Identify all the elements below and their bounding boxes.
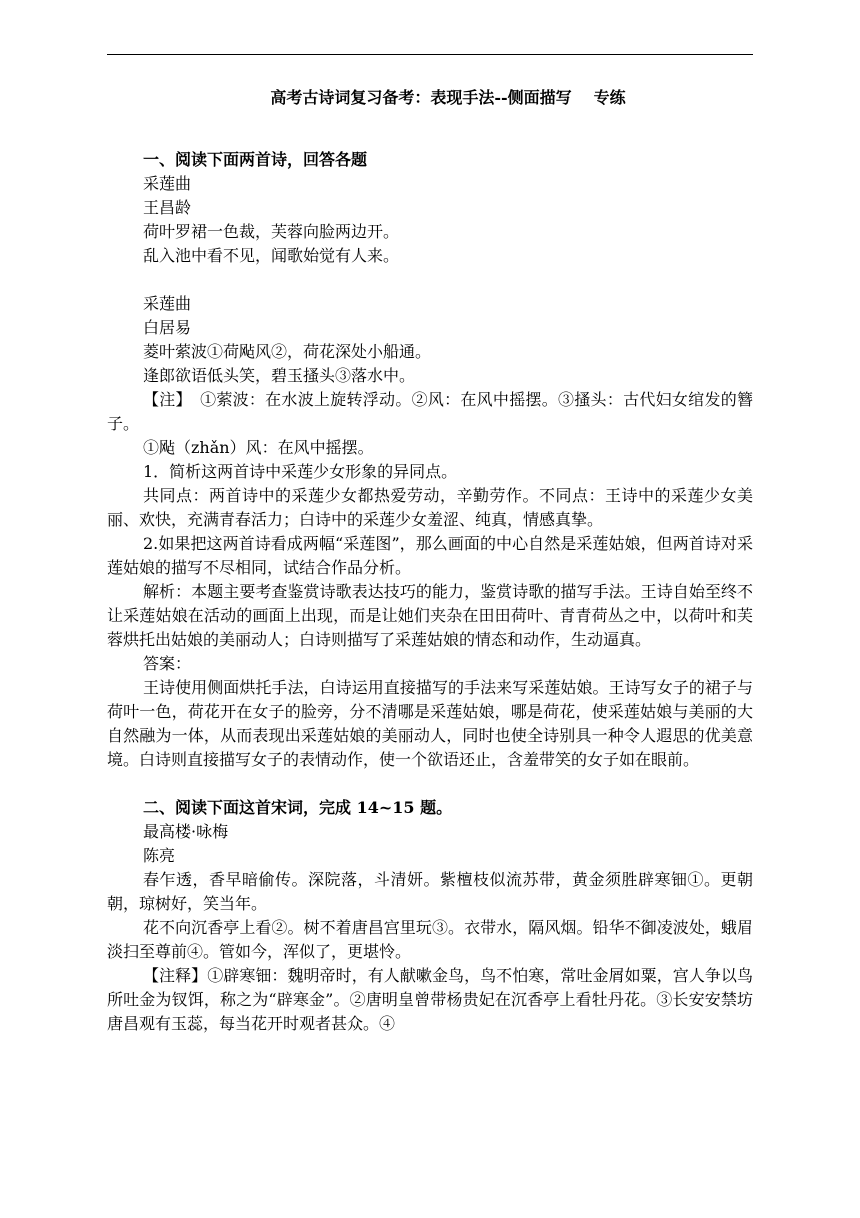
poem1-author: 王昌龄 — [143, 198, 192, 217]
ci-author: 陈亮 — [143, 846, 176, 865]
ci-title: 最高楼·咏梅 — [143, 822, 229, 841]
page-title-suffix: 专练 — [593, 88, 626, 107]
poem1-line1: 荷叶罗裙一色裁，芙蓉向脸两边开。 — [143, 222, 400, 241]
ci-stanza2: 花不向沉香亭上看②。树不着唐昌宫里玩③。衣带水，隔风烟。铅华不御凌波处，蛾眉淡扫至尊前④。管如今，浑似了，更堪怜。 — [107, 918, 753, 961]
poem2-line2: 逢郎欲语低头笑，碧玉搔头③落水中。 — [143, 366, 416, 385]
question-1: 1．简析这两首诗中采莲少女形象的异同点。 — [143, 462, 458, 481]
answer-1: 共同点：两首诗中的采莲少女都热爱劳动，辛勤劳作。不同点：王诗中的采莲少女美丽、欢快，充满青春活力；白诗中的采莲少女羞涩、纯真，情感真挚。 — [107, 486, 753, 529]
question-2: 2.如果把这两首诗看成两幅“采莲图”，那么画面的中心自然是采莲姑娘，但两首诗对采莲姑娘的描写不尽相同，试结合作品分析。 — [107, 534, 753, 577]
poem2-note: 【注】 ①萦波：在水波上旋转浮动。②风：在风中摇摆。③搔头：古代妇女绾发的簪子。 — [107, 390, 753, 433]
poem2-title: 采莲曲 — [143, 294, 192, 313]
section2-heading: 二、阅读下面这首宋词，完成 14~15 题。 — [143, 798, 453, 817]
section1-heading: 一、阅读下面两首诗，回答各题 — [143, 150, 368, 169]
blank-line — [107, 268, 753, 292]
ci-stanza1: 春乍透，香早暗偷传。深院落，斗清妍。紫檀枝似流苏带，黄金须胜辟寒钿①。更朝朝，琼树好，笑当年。 — [107, 870, 753, 913]
page-title — [107, 87, 753, 109]
poem1-line2: 乱入池中看不见，闻歌始觉有人来。 — [143, 246, 400, 265]
document-body — [107, 87, 753, 1036]
poem1-title: 采莲曲 — [143, 174, 192, 193]
poem2-note-extra: ①飐（zhǎn）风：在风中摇摆。 — [143, 438, 374, 457]
blank-line — [107, 772, 753, 796]
answer-label: 答案： — [143, 654, 192, 673]
poem2-line1: 菱叶萦波①荷飐风②，荷花深处小船通。 — [143, 342, 432, 361]
page-title-main: 高考古诗词复习备考：表现手法--侧面描写 — [270, 88, 572, 107]
analysis-2: 解析：本题主要考查鉴赏诗歌表达技巧的能力，鉴赏诗歌的描写手法。王诗自始至终不让采莲姑娘在活动的画面上出现，而是让她们夹杂在田田荷叶、青青荷丛之中，以荷叶和芙蓉烘托出姑娘的美丽动人；白诗则描写了采莲姑娘的情态和动作，生动逼真。 — [107, 582, 753, 649]
ci-notes: 【注释】①辟寒钿：魏明帝时，有人献嗽金鸟，鸟不怕寒，常吐金屑如粟，宫人争以鸟所吐金为钗饵，称之为“辟寒金”。②唐明皇曾带杨贵妃在沉香亭上看牡丹花。③长安安禁坊唐昌观有玉蕊，每当花开时观者甚众。④ — [107, 966, 753, 1033]
header-rule — [107, 54, 753, 55]
answer-2: 王诗使用侧面烘托手法，白诗运用直接描写的手法来写采莲姑娘。王诗写女子的裙子与荷叶一色，荷花开在女子的脸旁，分不清哪是采莲姑娘，哪是荷花，使采莲姑娘与美丽的大自然融为一体，从而表现出采莲姑娘的美丽动人，同时也使全诗别具一种令人遐思的优美意境。白诗则直接描写女子的表情动作，使一个欲语还止，含羞带笑的女子如在眼前。 — [107, 678, 753, 769]
poem2-author: 白居易 — [143, 318, 192, 337]
